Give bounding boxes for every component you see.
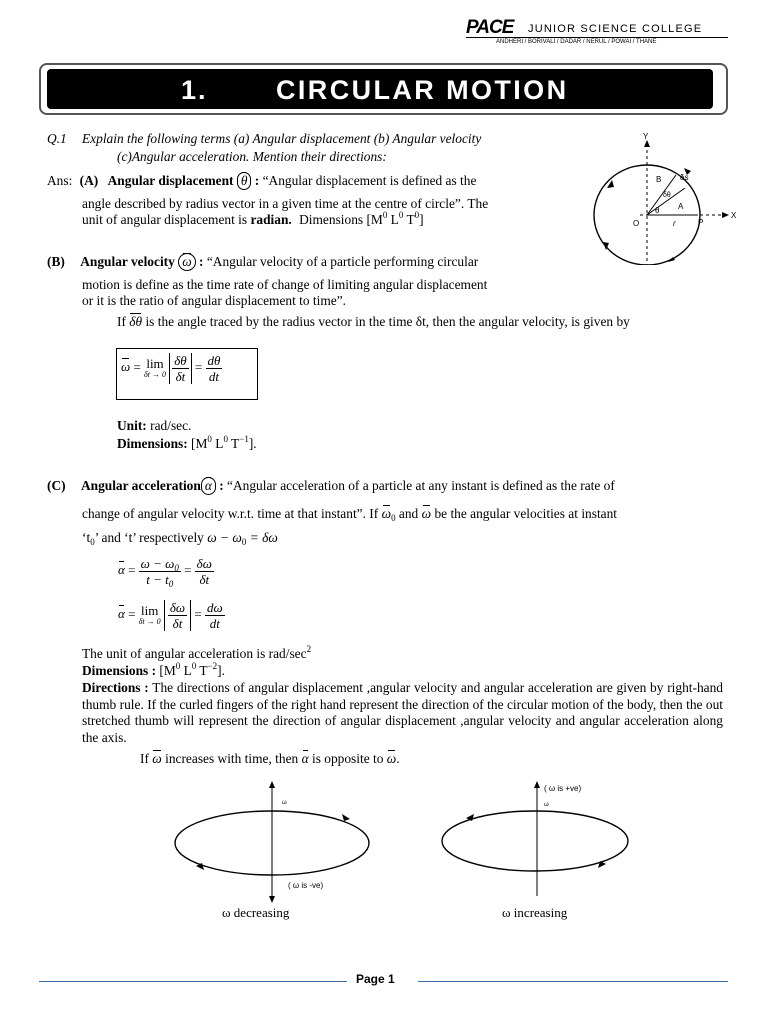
svg-text:B: B — [656, 175, 662, 184]
part-b-line-3: or it is the ratio of angular displacement to time”. — [82, 293, 347, 308]
svg-text:ω: ω — [544, 802, 549, 808]
question-line-2: (c)Angular acceleration. Mention their directions: — [117, 149, 387, 164]
omega-symbol: ω — [178, 253, 195, 271]
footer-rule-right — [418, 981, 728, 982]
question-label: Q.1 — [47, 131, 67, 146]
alpha-unit-line: The unit of angular acceleration is rad/$\sec^2$ — [82, 644, 312, 661]
omega-decreasing-diagram — [170, 778, 380, 928]
svg-text:Y: Y — [643, 132, 649, 141]
svg-text:ω increasing: ω increasing — [502, 905, 568, 920]
unit-radian: radian. — [250, 212, 292, 227]
svg-text:X: X — [731, 211, 737, 220]
radius-ob — [647, 175, 676, 215]
alpha-opposite-line: If ω increases with time, then α is opposite to ω. — [140, 751, 400, 766]
title-banner — [47, 69, 713, 109]
alpha-dimensions-line: Dimensions : [$M^0$ $L^0$ $T^{-2}$]. — [82, 661, 225, 678]
part-c-heading: (C) Angular acceleration α : “Angular acceleration of a particle at any instant is defined as the rate of — [47, 478, 615, 493]
part-b-heading: (B) Angular velocity ω : “Angular velocity of a particle performing circular — [47, 254, 479, 269]
part-c-line-2: change of angular velocity w.r.t. time at that instant”. If $\omega_0$ and ω be the angular velocities at instant — [82, 506, 618, 523]
chapter-number: 1. — [181, 75, 208, 105]
svg-text:θ: θ — [655, 206, 660, 215]
svg-text:O: O — [633, 219, 640, 228]
colon: : — [254, 173, 260, 188]
header-rule — [466, 37, 728, 38]
svg-text:δs: δs — [680, 173, 689, 182]
ans-label: Ans: — [47, 173, 73, 188]
question-line-1: Explain the following terms (a) Angular displacement (b) Angular velocity — [82, 131, 482, 146]
part-a-heading — [47, 172, 476, 190]
part-a-tag: (A) — [79, 173, 99, 188]
theta-symbol: θ — [237, 172, 252, 190]
footer-rule-left — [39, 981, 347, 982]
alpha-equation-1: α = $\frac{\omega - \omega_0}{t - t_0}$ = $\frac{\delta\omega}{\delta t}$ — [118, 556, 212, 589]
part-a-line-2: angle described by radius vector in a given time at the centre of circle”. The — [82, 196, 489, 211]
part-a-title: Angular displacement — [107, 173, 234, 188]
part-b-if-line: If δθ is the angle traced by the radius vector in the time δt, then the angular velocity, is given by — [117, 314, 630, 329]
circle-diagram — [585, 130, 745, 265]
alpha-symbol: α — [201, 477, 216, 495]
svg-text:δθ: δθ — [663, 192, 671, 199]
svg-text:ω: ω — [282, 800, 287, 806]
directions-paragraph: Directions : The directions of angular displacement ,angular velocity and angular acceleration are given by right-hand thumb rule. If the curled fingers of the right hand represent the direction of the circular motion of the body, then the out stretched thumb will represent the direction of angular displacement ,angular velocity and angular acceleration along the axis. — [82, 680, 724, 745]
svg-text:P: P — [698, 218, 704, 227]
part-c-line-3: ‘$t_0$’ and ‘t’ respectively $\omega - \omega_0 = \delta\omega$ — [82, 530, 278, 547]
dimensions-line: Dimensions: [$M^0$ $L^0$ $T^{-1}$]. — [117, 434, 257, 451]
svg-text:( ω is +ve): ( ω is +ve) — [544, 784, 582, 793]
svg-text:( ω is -ve): ( ω is -ve) — [288, 881, 324, 890]
unit-line: Unit: rad/sec. — [117, 418, 192, 433]
page-number: Page 1 — [356, 972, 395, 986]
chapter-title: CIRCULAR MOTION — [276, 75, 569, 105]
part-a-def-start: “Angular displacement is defined as the — [262, 173, 477, 188]
alpha-equation-2: α = lim δt → 0 $\frac{\delta\omega}{\delta t}$ = $\frac{d\omega}{dt}$ — [118, 600, 223, 631]
college-name: JUNIOR SCIENCE COLLEGE — [528, 23, 703, 35]
header — [0, 0, 768, 60]
part-a-line-3: unit of angular displacement is radian. Dimensions [$M^0$ $L^0$ $T^0$] — [82, 210, 424, 227]
svg-text:A: A — [678, 202, 684, 211]
svg-text:r: r — [673, 219, 676, 228]
omega-increasing-diagram — [436, 778, 636, 928]
logo: PACE — [466, 17, 514, 38]
omega-formula-box: ω = lim δt → 0 $\frac{\delta\theta}{\delta t}$ = $\frac{d\theta}{dt}$ — [116, 348, 258, 400]
branch-list: ANDHERI / BORIVALI / DADAR / NERUL / POWAI / THANE — [496, 39, 657, 45]
part-b-line-2: motion is define as the time rate of change of limiting angular displacement — [82, 277, 488, 292]
svg-text:ω decreasing: ω decreasing — [222, 905, 290, 920]
